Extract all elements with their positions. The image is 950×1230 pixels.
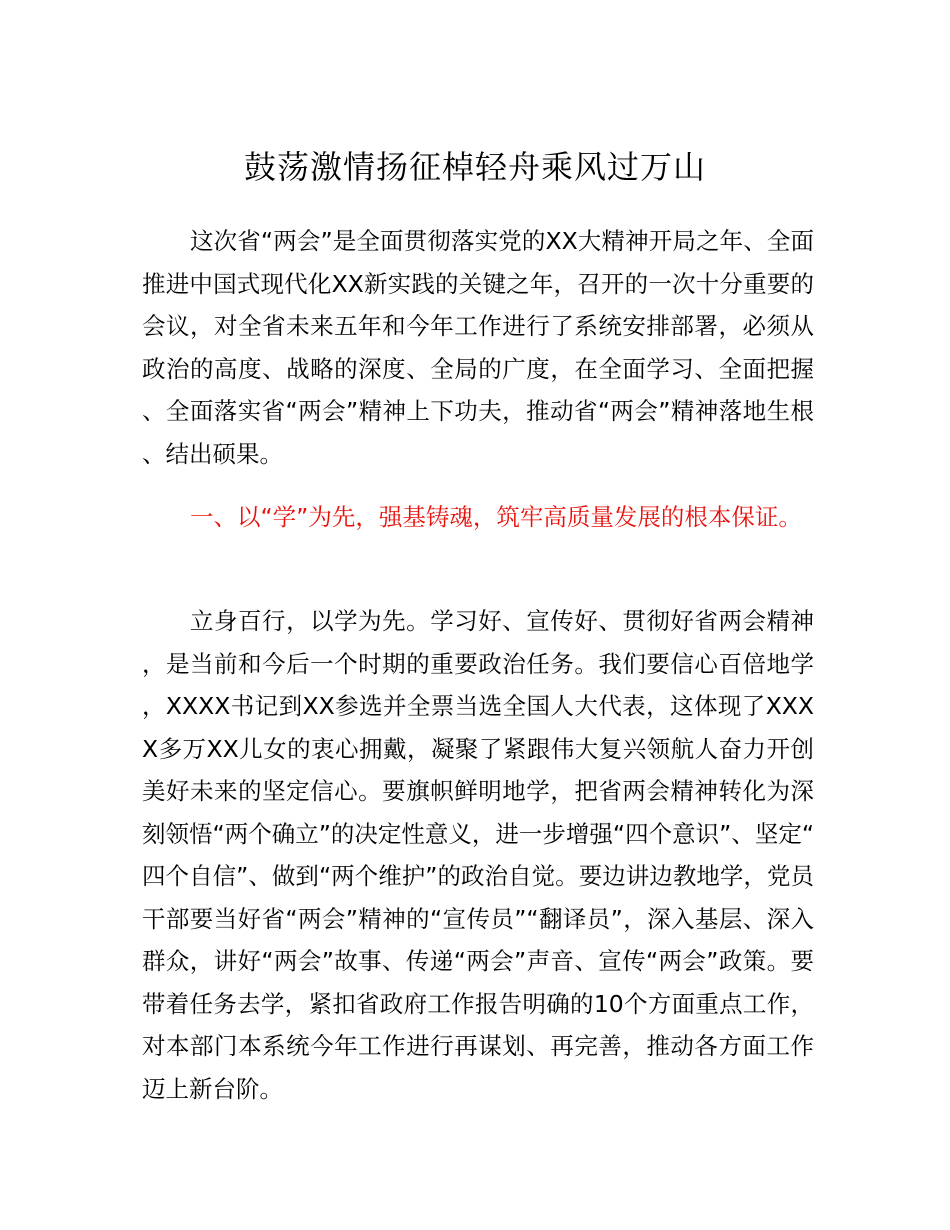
section-1-body-paragraph: 立身百行，以学为先。学习好、宣传好、贯彻好省两会精神，是当前和今后一个时期的重要政治任务。我们要信心百倍地学，XXXX书记到XX参选并全票当选全国人大代表，这体现了XXXX多万XX儿女的衷心拥戴，凝聚了紧跟伟大复兴领航人奋力开创美好未来的坚定信心。要旗帜鲜明地学，把省两会精神转化为深刻领悟“两个确立”的决定性意义，进一步增强“四个意识”、坚定“四个自信”、做到“两个维护”的政治自觉。要边讲边教地学，党员干部要当好省“两会”精神的“宣传员”“翻译员”，深入基层、深入群众，讲好“两会”故事、传递“两会”声音、宣传“两会”政策。要带着任务去学，紧扣省政府工作报告明确的10个方面重点工作，对本部门本系统今年工作进行再谋划、再完善，推动各方面工作迈上新台阶。 [142, 607, 814, 1103]
intro-paragraph: 这次省“两会”是全面贯彻落实党的XX大精神开局之年、全面推进中国式现代化XX新实践的关键之年，召开的一次十分重要的会议，对全省未来五年和今年工作进行了系统安排部署，必须从政治的高度、战略的深度、全局的广度，在全面学习、全面把握、全面落实省“两会”精神上下功夫，推动省“两会”精神落地生根、结出硕果。 [142, 227, 814, 468]
document-title: 鼓荡激情扬征棹轻舟乘风过万山 [243, 148, 706, 186]
section-heading-1: 一、以“学”为先，强基铸魂，筑牢高质量发展的根本保证。 [190, 503, 802, 531]
